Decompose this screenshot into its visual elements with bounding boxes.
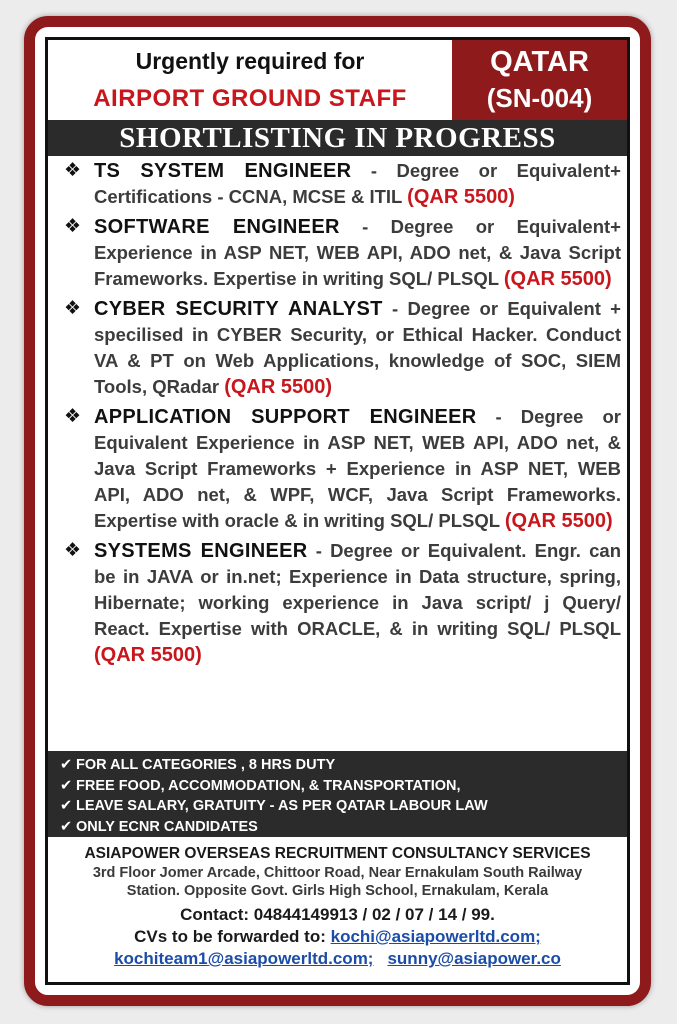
diamond-bullet-icon: ❖ — [64, 540, 82, 561]
job-description: - Degree or Equivalent + specilised in CYBER Security, or Ethical Hacker. Conduct VA & PT on Web Applications, knowledge of SOC, SIEM Tools, QRadar — [94, 298, 621, 397]
job-salary: (QAR 5500) — [503, 268, 612, 290]
job-item — [62, 296, 621, 400]
header-country: QATAR — [490, 46, 589, 78]
job-description: - Degree or Equivalent+ Experience in ASP NET, WEB API, ADO net, & Java Script Frameworks. Expertise in writing SQL/ PLSQL — [94, 216, 621, 289]
job-title: TS SYSTEM ENGINEER — [94, 160, 352, 182]
header-title: AIRPORT GROUND STAFF — [93, 85, 407, 112]
job-item — [62, 538, 621, 668]
cv-label: CVs to be forwarded to: — [134, 927, 331, 946]
status-banner: SHORTLISTING IN PROGRESS — [48, 120, 627, 156]
job-item — [62, 404, 621, 534]
header-subtitle: Urgently required for — [135, 48, 365, 74]
benefit-item — [48, 776, 627, 797]
company-info — [48, 840, 627, 970]
benefit-item — [48, 817, 627, 838]
poster-body — [45, 37, 630, 985]
header-code: (SN-004) — [486, 83, 593, 113]
diamond-bullet-icon: ❖ — [64, 298, 82, 319]
diamond-bullet-icon: ❖ — [64, 160, 82, 181]
email-link-kochi[interactable]: kochi@asiapowerltd.com; — [330, 927, 541, 946]
checkmark-icon: ✔ — [60, 798, 73, 814]
poster-frame — [24, 16, 651, 1006]
email-link-sunny[interactable]: sunny@asiapower.co — [387, 949, 561, 968]
diamond-bullet-icon: ❖ — [64, 216, 82, 237]
email-line — [48, 948, 627, 970]
checkmark-icon: ✔ — [60, 757, 73, 773]
job-salary: (QAR 5500) — [94, 644, 202, 666]
address-line-2: Station. Opposite Govt. Girls High School, Ernakulam, Kerala — [126, 883, 549, 899]
job-list — [62, 158, 621, 672]
benefit-text: FREE FOOD, ACCOMMODATION, & TRANSPORTATION, — [76, 777, 461, 794]
company-name: ASIAPOWER OVERSEAS RECRUITMENT CONSULTANCY SERVICES — [84, 845, 591, 862]
job-title: SOFTWARE ENGINEER — [94, 216, 340, 238]
benefit-item — [48, 755, 627, 776]
benefit-text: ONLY ECNR CANDIDATES — [76, 818, 258, 835]
contact-numbers: Contact: 04844149913 / 02 / 07 / 14 / 99. — [180, 905, 495, 924]
job-title: CYBER SECURITY ANALYST — [94, 298, 383, 320]
checkmark-icon: ✔ — [60, 777, 73, 794]
job-salary: (QAR 5500) — [407, 186, 515, 208]
job-salary: (QAR 5500) — [504, 510, 613, 532]
benefit-text: LEAVE SALARY, GRATUITY - AS PER QATAR LABOUR LAW — [76, 798, 488, 814]
job-description: - Degree or Equivalent Experience in ASP NET, WEB API, ADO net, & Java Script Frameworks + Experience in ASP NET, WEB API, ADO net, & WPF, WCF, Java Script Frameworks. Expertise with oracle & in writing SQL/ PLSQL — [94, 406, 621, 531]
cv-forward-line — [48, 926, 627, 948]
header-left — [48, 40, 452, 120]
job-description: - Degree or Equivalent+ Certifications - CCNA, MCSE & ITIL — [94, 160, 621, 207]
benefit-item — [48, 796, 627, 817]
job-item — [62, 158, 621, 210]
job-item — [62, 214, 621, 292]
address-line-1: 3rd Floor Jomer Arcade, Chittoor Road, Near Ernakulam South Railway — [92, 865, 583, 881]
benefit-text: FOR ALL CATEGORIES , 8 HRS DUTY — [76, 757, 336, 773]
job-description: - Degree or Equivalent. Engr. can be in JAVA or in.net; Experience in Data structure, spring, Hibernate; working experience in Java script/ j Query/ React. Expertise with ORACLE, & in writing SQL/ PLSQL — [94, 540, 621, 639]
header-location-box — [452, 40, 627, 120]
job-title: APPLICATION SUPPORT ENGINEER — [94, 406, 477, 428]
job-salary: (QAR 5500) — [224, 376, 333, 398]
job-title: SYSTEMS ENGINEER — [94, 540, 308, 562]
diamond-bullet-icon: ❖ — [64, 406, 82, 427]
benefits-band — [48, 751, 627, 837]
email-link-kochiteam1[interactable]: kochiteam1@asiapowerltd.com; — [114, 949, 374, 968]
checkmark-icon: ✔ — [60, 818, 73, 835]
